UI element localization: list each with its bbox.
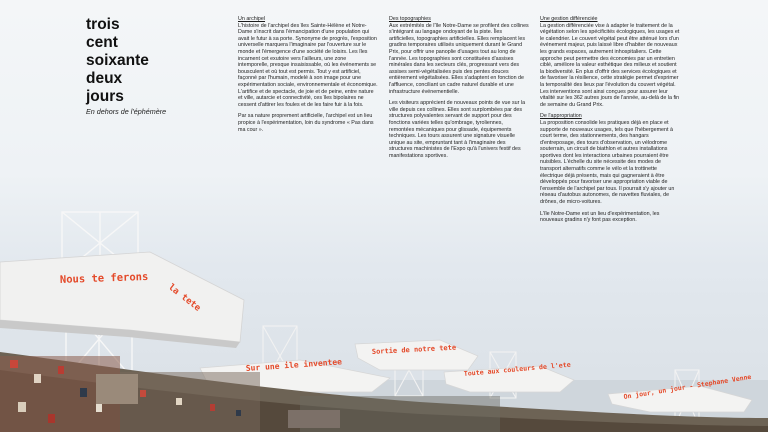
paragraph: Aux extrémités de l'île Notre-Dame se profilent des collines s'intégrant au langage ondoyant de la piste. Îles artificielles, topographies artificielles. Elles remplacent les gradins temporaires utilisés uniquement durant le Grand Prix, pour offrir une panoplie d'usages tout au long de l'année. Les topographies sont constituées d'assises minérales dans les secteurs clés, progressant vers des assises semi-végétalisées puis des pentes douces entièrement végétalisées. Elles s'adaptent en fonction de l'affluence, conciliant un cadre naturel durable et une infrastructure événementielle.: [389, 22, 529, 95]
title-line-4: deux: [86, 70, 123, 87]
section-heading-archipel: Un archipel: [238, 16, 266, 22]
title-line-2: cent: [86, 34, 118, 51]
paragraph: La proposition consolide les pratiques déjà en place et supporte de nouveaux usages, tels que l'hébergement à court terme, des stationnements, des hangars d'entreposage, des tours d'observation, un vélodrome souterrain, un circuit de biathlon et autres installations sportives dont les interactions urbaines pourraient être nuisibles. L'échelle du site nécessite des modes de transport alternatifs comme le vélo et la trottinette électrique déjà présents, mais qui gagneraient à être développés pour favoriser une appropriation viable de l'ensemble de l'archipel par tous. Il pourrait s'y ajouter un réseau d'autobus autonomes, de navettes fluviales, de drônes, de micro-voitures.: [540, 119, 675, 206]
text-column-3: [540, 16, 680, 229]
text-column-2: [389, 16, 529, 164]
banner-right: On jour, un jour - Stephane Venne: [623, 372, 752, 401]
banner-left-end: la tete: [166, 282, 203, 314]
section-heading-appropriation: De l'appropriation: [540, 113, 582, 120]
banner-left: Nous te ferons: [59, 270, 149, 286]
section-heading-topographies: Des topographies: [389, 16, 431, 22]
title-line-1: trois: [86, 16, 120, 33]
paragraph: L'histoire de l'archipel des îles Sainte-Hélène et Notre-Dame s'inscrit dans l'émancipation d'une population qui avait le futur à sa porte. Synonyme de progrès, l'exposition universelle marquera l'imaginaire par l'ouverture sur le monde et l'émergence d'une société de loisirs. Les îles incarnent cet exutoire vers l'ailleurs, une zone intemporelle, presque insaisissable, où les événements se bousculent et où tout est permis. Tout y est artificiel, façonné par l'humain, modelé à son image pour une expérimentation sociale, environnementale et économique. L'artifice et de spectacle, de joie et de peine, entre nature et ville, autarcie et connectivité, ces îles bipolaires ne cessent d'attirer les foules et de les faire fuir à la fois.: [238, 22, 378, 108]
banner-center: Sortie de notre tete: [371, 343, 457, 356]
title-line-5: jours: [86, 88, 124, 105]
banner-middle: Sur une ile inventee: [245, 357, 343, 373]
paragraph: Les visiteurs apprécient de nouveaux points de vue sur la ville depuis ces collines. Elles sont surplombées par des structures polyvalentes servant de support pour des fonctions variées telles qu'ombrage, tyroliennes, remontées mécaniques pour glissade, équipements techniques. Les tours assurent une signature visuelle unique au site, empruntant tant à l'imaginaire des structures machinistes de l'Expo qu'à l'univers festif des manifestations sportives.: [389, 100, 526, 159]
banner-center-right: Toute aux couleurs de l'ete: [463, 360, 571, 378]
text-column-1: [238, 16, 378, 138]
paragraph: La gestion différenciée vise à adapter le traitement de la végétation selon les spécificités écologiques, les usages et le calendrier. Le couvert végétal peut être atténué lors d'un événement majeur, puis laissé libre d'habiter de nouveaux les grands espaces, autrement inhospitaliers. Cette approche peut permettre des économies par un entretien ciblé, améliore la valeur esthétique des milieux et soutient la biodiversité. En plus d'offrir des services écologiques et de favoriser la résilience, cette stratégie permet d'exprimer la temporalité des lieux par l'évolution du couvert végétal. Les interventions sont ainsi conçues pour assurer leur vitalité sur les 362 autres jours de l'année, au-delà de la fin de semaine du Grand Prix.: [540, 22, 680, 108]
title-line-3: soixante: [86, 52, 149, 69]
page-title: [86, 16, 226, 106]
paragraph: Par sa nature proprement artificielle, l'archipel est un lieu propice à l'expérimentation, loin du syndrome « Pas dans ma cour ».: [238, 113, 374, 133]
paragraph: L'île Notre-Dame est un lieu d'expérimentation, les nouveaux gradins n'y font pas exception.: [540, 210, 660, 224]
page-subtitle: En dehors de l'éphémère: [86, 107, 167, 116]
section-heading-gestion: Une gestion différenciée: [540, 16, 598, 22]
